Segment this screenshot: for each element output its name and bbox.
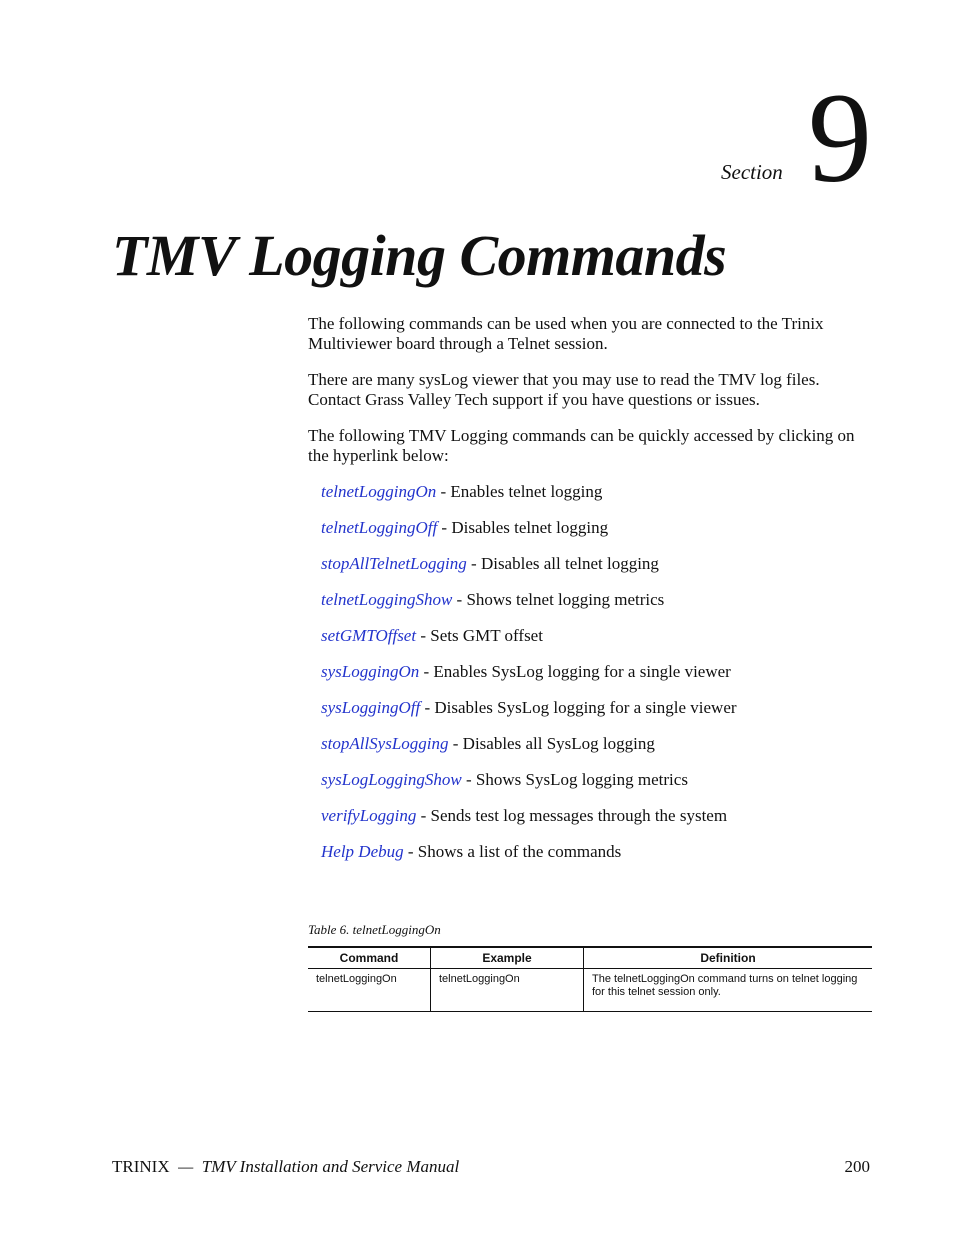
footer-brand: TRINIX <box>112 1157 170 1176</box>
list-item <box>321 482 874 518</box>
list-item <box>321 842 874 878</box>
intro-paragraph: There are many sysLog viewer that you may use to read the TMV log files. Contact Grass Valley Tech support if you have questions or issues. <box>308 370 820 409</box>
table-cell-definition: The telnetLoggingOn command turns on telnet logging for this telnet session only. <box>584 969 873 1012</box>
list-item <box>321 554 874 590</box>
section-number: 9 <box>808 67 872 209</box>
intro-paragraph: The following commands can be used when you are connected to the Trinix Multiviewer board through a Telnet session. <box>308 314 824 353</box>
list-item <box>321 662 874 698</box>
list-item <box>321 734 874 770</box>
command-link-setgmtoffset[interactable]: setGMTOffset <box>321 626 417 645</box>
chapter-title: TMV Logging Commands <box>112 223 727 288</box>
page-number: 200 <box>844 1157 870 1176</box>
list-item <box>321 770 874 806</box>
command-link-telnetloggingon[interactable]: telnetLoggingOn <box>321 482 437 501</box>
command-description: - Sets GMT offset <box>416 626 543 645</box>
command-description: - Disables all SysLog logging <box>448 734 655 753</box>
command-link-sysloggingoff[interactable]: sysLoggingOff <box>321 698 421 717</box>
footer-manual-name: TMV Installation and Service Manual <box>201 1157 460 1176</box>
command-link-telnetloggingshow[interactable]: telnetLoggingShow <box>321 590 453 609</box>
command-description: - Enables telnet logging <box>436 482 603 501</box>
command-link-verifylogging[interactable]: verifyLogging <box>321 806 417 825</box>
list-item <box>321 698 874 734</box>
table-caption: Table 6. telnetLoggingOn <box>308 922 441 937</box>
command-description: - Disables SysLog logging for a single viewer <box>420 698 737 717</box>
command-link-stopalltelnetlogging[interactable]: stopAllTelnetLogging <box>321 554 467 573</box>
command-description: - Enables SysLog logging for a single viewer <box>419 662 731 681</box>
table-cell-example: telnetLoggingOn <box>431 969 584 1012</box>
intro-paragraph: The following TMV Logging commands can be quickly accessed by clicking on the hyperlink below: <box>308 426 855 465</box>
command-link-sysloggingon[interactable]: sysLoggingOn <box>321 662 420 681</box>
table-header-command: Command <box>308 947 431 969</box>
command-description: - Shows SysLog logging metrics <box>461 770 688 789</box>
command-description: - Sends test log messages through the system <box>416 806 728 825</box>
command-list <box>308 482 874 878</box>
command-description: - Disables telnet logging <box>437 518 609 537</box>
command-link-stopallsyslogging[interactable]: stopAllSysLogging <box>321 734 449 753</box>
command-description: - Disables all telnet logging <box>466 554 659 573</box>
list-item <box>321 626 874 662</box>
table-header-example: Example <box>431 947 584 969</box>
table-row <box>308 969 872 1012</box>
section-label: Section <box>721 160 783 184</box>
list-item <box>321 518 874 554</box>
list-item <box>321 806 874 842</box>
body-content <box>308 314 874 878</box>
table-cell-command: telnetLoggingOn <box>308 969 431 1012</box>
table-header-definition: Definition <box>584 947 873 969</box>
table-header-row <box>308 947 872 969</box>
list-item <box>321 590 874 626</box>
command-link-telnetloggingoff[interactable]: telnetLoggingOff <box>321 518 438 537</box>
command-link-sysloglogingshow[interactable]: sysLogLoggingShow <box>321 770 462 789</box>
command-description: - Shows telnet logging metrics <box>452 590 665 609</box>
command-link-help-debug[interactable]: Help Debug <box>321 842 404 861</box>
footer-separator: — <box>169 1157 202 1176</box>
command-table <box>308 946 872 1012</box>
footer-title <box>112 1157 459 1177</box>
command-description: - Shows a list of the commands <box>403 842 622 861</box>
